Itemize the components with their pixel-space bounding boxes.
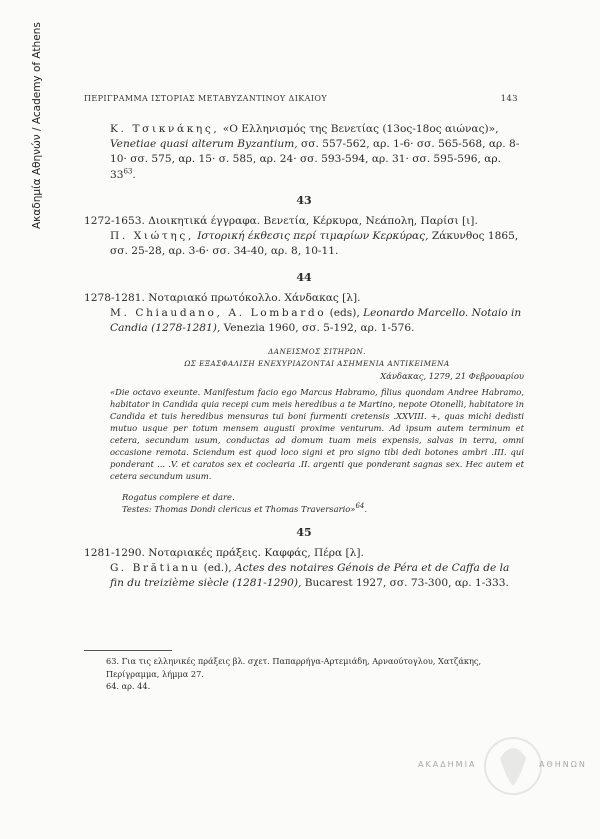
footnote-ref: 63 (123, 167, 133, 176)
document-rogatus: Rogatus complere et dare. (122, 491, 235, 502)
footnote-64: 64. αρ. 44. (106, 681, 151, 691)
side-label-text: Ακαδημία Αθηνών / Academy of Athens (31, 22, 43, 229)
page-ranges: Bucarest 1927, σσ. 73-300, αρ. 1-333. (301, 577, 509, 590)
book-title: Ιστορική έκθεσις περί τιμαρίων Κερκύρας, (197, 230, 429, 243)
section-45-reference (84, 561, 524, 591)
testes-text: Testes: Thomas Dondi clericus et Thomas Traversario» (122, 503, 356, 514)
side-label (22, 22, 43, 238)
running-title: ΠΕΡΙΓΡΑΜΜΑ ΙΣΤΟΡΙΑΣ ΜΕΤΑΒΥΖΑΝΤΙΝΟΥ ΔΙΚΑΙΟΥ (84, 94, 328, 103)
section-43-line: 1272-1653. Διοικητικά έγγραφα. Βενετία, Κέρκυρα, Νεάπολη, Παρίσι [ι]. (84, 215, 478, 228)
footnote-rule (84, 650, 172, 651)
document-text: «Die octavo exeunte. Manifestum facio ego Marcus Habramo, filius quondam Andree Habramo, habitator in Candida quia recepi cum meis heredibus a te Martino, nepote Otonelli, habitatore in Candida et tuis heredibus mensuras tui boni furmenti cretensis .XXVIII. +, quas michi dedisti mutuo usque per totum mensem augusti proxime venturum. Ad ipsum autem terminum et cetera, secundum usum, conductas ad domum tuam meis expensis, salvas in terra, omni occasione remota. Sciendum est quod loco signi et pro signo tibi dedi botones ambri .III. qui ponderant ... .V. et caratos sex et coclearia .II. argenti que ponderant sagnas sex. Hec autem et cetera secundum usum. (110, 387, 524, 482)
watermark-left: ΑΚΑΔΗΜΙΑ (418, 760, 477, 769)
book-title: Leonardo Marcello. Notaio in Candia (1278-1281), (110, 307, 522, 335)
journal-title: Venetiae quasi alterum Byzantium, (110, 138, 298, 151)
page-ranges: Venezia 1960, σσ. 5-192, αρ. 1-576. (220, 322, 415, 335)
page-ranges: σσ. 557-562, αρ. 1-6· σσ. 565-568, αρ. 8-10· σσ. 575, αρ. 15· σ. 585, αρ. 24· σσ. 593-594, αρ. 31· σσ. 595-596, αρ. 33 (110, 138, 520, 181)
author: G. Brătianu (110, 562, 201, 575)
running-head (84, 94, 518, 104)
section-43-reference (84, 229, 524, 259)
section-number-45: 45 (296, 525, 312, 539)
watermark-text (418, 760, 587, 769)
section-number-43: 43 (296, 193, 312, 207)
document-date: Χάνδακας, 1279, 21 Φεβρουαρίου (380, 371, 524, 382)
footnote-63: 63. Για τις ελληνικές πράξεις βλ. σχετ. Παπαρρήγα-Αρτεμιάδη, Αρναούτογλου, Χατζάκης, Περίγραμμα, λήμμα 27. (106, 656, 482, 679)
section-45-line: 1281-1290. Νοταριακές πράξεις. Καφφάς, Πέρα [λ]. (84, 547, 364, 560)
document-title-2: ΩΣ ΕΞΑΣΦΑΛΙΣΗ ΕΝΕΧΥΡΙΑΖΟΝΤΑΙ ΑΣΗΜΕΝΙΑ ΑΝΤΙΚΕΙΜΕΝΑ (184, 359, 450, 369)
section-number-44: 44 (296, 270, 312, 284)
editors-mark: (eds), (326, 307, 364, 320)
book-title: Actes des notaires Génois de Péra et de Caffa de la fin du treizième siècle (1281-1290), (110, 562, 510, 590)
document-excerpt (84, 346, 524, 514)
punct: . (132, 168, 136, 181)
entry-prev (84, 122, 524, 183)
author: Π. Χιώτης, (110, 230, 194, 243)
footnotes (84, 655, 524, 693)
page-body (84, 122, 524, 592)
page-number: 143 (500, 94, 518, 104)
article-title: «Ο Ελληνισμός της Βενετίας (13ος-18ος αιώνας)», (222, 123, 499, 135)
authors: M. Chiaudano, A. Lombardo (110, 307, 327, 320)
document-testes: Testes: Thomas Dondi clericus et Thomas Traversario»$^{64}$. (122, 502, 368, 514)
editor-mark: (ed.), (200, 562, 235, 575)
section-44-line: 1278-1281. Νοταριακό πρωτόκολλο. Χάνδακας [λ]. (84, 291, 361, 304)
section-44-reference (84, 306, 524, 336)
footnote-ref: 64 (355, 502, 365, 511)
page-ranges: Ζάκυνθος 1865, σσ. 25-28, αρ. 3-6· σσ. 34-40, αρ. 8, 10-11. (110, 230, 519, 258)
author: Κ. Τσικνάκης, (110, 123, 220, 135)
watermark-right: ΑΘΗΝΩΝ (538, 760, 587, 769)
document-title-1: ΔΑΝΕΙΣΜΟΣ ΣΙΤΗΡΩΝ. (268, 347, 366, 357)
